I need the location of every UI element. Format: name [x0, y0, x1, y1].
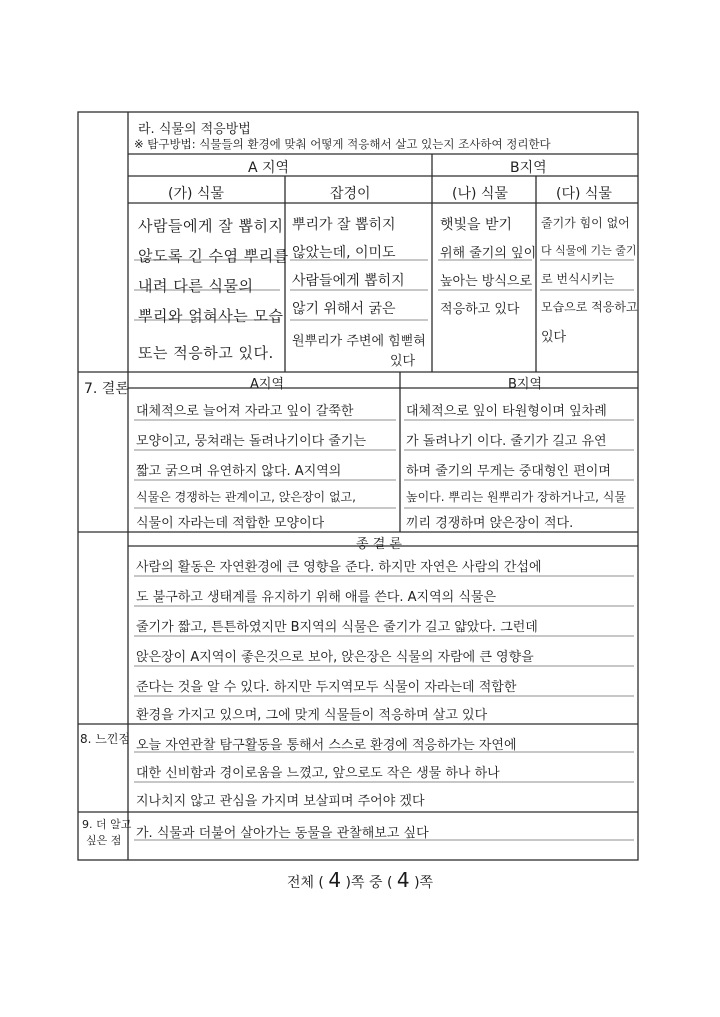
region-b-col1-line: 위해 줄기의 잎이 [440, 246, 537, 261]
region-a-col1-line: 뿌리와 얽혀사는 모습 [138, 307, 284, 325]
row9-label: 싶은 점 [86, 834, 122, 847]
region-a-col1-line: 사람들에게 잘 뽑히지 [138, 217, 284, 235]
summary-line: 사람의 활동은 자연환경에 큰 영향을 준다. 하지만 자연은 사람의 간섭에 [136, 560, 542, 575]
row7-a-head: A지역 [250, 377, 285, 392]
footer-prefix: 전체 ( [286, 875, 324, 891]
region-a-col2-head: 잡경이 [330, 186, 371, 202]
region-a-col2-line: 사람들에게 뽑히지 [292, 273, 405, 289]
region-a-col2-line: 뿌리가 잘 뽑히지 [292, 217, 396, 233]
footer-total: 4 [328, 868, 342, 892]
region-a-col2-line: 않기 위해서 굵은 [292, 301, 396, 317]
row7-b-line: 끼리 경쟁하며 앉은장이 적다. [406, 516, 574, 531]
region-b-col2-line: 줄기가 힘이 없어 [541, 216, 630, 230]
footer-suffix: )쪽 [414, 875, 434, 891]
region-b-col1-line: 적응하고 있다 [440, 302, 520, 317]
method-note: ※ 탐구방법: 식물들의 환경에 맞춰 어떻게 적응해서 살고 있는지 조사하여 정리한다 [134, 137, 551, 151]
row7-b-head: B지역 [508, 377, 543, 392]
row7-a-line: 대체적으로 늘어져 자라고 잎이 갈쭉한 [136, 404, 354, 419]
region-a-col2-line: 있다 [390, 354, 416, 369]
region-b-col2-head: (다) 식물 [556, 186, 612, 202]
summary-head: 종 결 론 [356, 537, 402, 552]
region-b-col1-line: 높아는 방식으로 [440, 274, 533, 289]
row8-line: 오늘 자연관찰 탐구활동을 통해서 스스로 환경에 적응하가는 자연에 [136, 738, 517, 753]
row9-label: 9. 더 알고 [82, 818, 132, 831]
row7-a-line: 식물은 경쟁하는 관계이고, 앉은장이 없고, [136, 490, 356, 504]
footer-current: 4 [396, 868, 410, 892]
row7-label: 7. 결론 [84, 381, 129, 397]
row7-a-line: 짧고 굵으며 유연하지 않다. A지역의 [136, 464, 342, 479]
row9-line: 가. 식물과 더불어 살아가는 동물을 관찰해보고 싶다 [136, 826, 429, 841]
page-footer [0, 868, 720, 892]
region-b-col2-line: 있다 [541, 330, 567, 345]
row7-a-line: 식물이 자라는데 적합한 모양이다 [136, 516, 325, 531]
row7-a-line: 모양이고, 뭉쳐래는 돌려나기이다 줄기는 [136, 434, 367, 449]
region-b-col2-line: 모습으로 적응하고 [541, 300, 638, 314]
summary-line: 준다는 것을 알 수 있다. 하지만 두지역모두 식물이 자라는데 적합한 [136, 680, 517, 695]
summary-line: 환경을 가지고 있으며, 그에 맞게 식물들이 적응하며 살고 있다 [136, 708, 488, 723]
region-a-title: A 지역 [248, 160, 290, 176]
region-a-col1-line: 또는 적응하고 있다. [138, 344, 274, 362]
summary-line: 도 불구하고 생태계를 유지하기 위해 애를 쓴다. A지역의 식물은 [136, 590, 497, 605]
row8-line: 대한 신비함과 경이로움을 느꼈고, 앞으로도 작은 생물 하나 하나 [136, 766, 500, 781]
row7-b-line: 하며 줄기의 무게는 중대형인 편이며 [406, 464, 611, 479]
row7-b-line: 가 돌려나기 이다. 줄기가 길고 유연 [406, 434, 607, 449]
row7-b-line: 높이다. 뿌리는 원뿌리가 장하거나고, 식물 [406, 490, 626, 504]
section-header: 라. 식물의 적응방법 [138, 122, 251, 137]
summary-line: 앉은장이 A지역이 좋은것으로 보아, 앉은장은 식물의 자람에 큰 영향을 [136, 650, 534, 665]
region-b-col2-line: 다 식물에 기는 줄기 [541, 244, 637, 257]
region-a-col2-line: 원뿌리가 주변에 힘뻗혀 [292, 334, 426, 349]
region-b-col1-line: 햇빛을 받기 [440, 217, 513, 233]
region-b-col2-line: 로 번식시키는 [541, 272, 615, 286]
row7-b-line: 대체적으로 잎이 타원형이며 잎차례 [406, 404, 607, 419]
region-b-col1-head: (나) 식물 [452, 186, 508, 202]
region-b-title: B지역 [510, 160, 547, 176]
region-a-col1-line: 않도록 긴 수염 뿌리를 [138, 247, 289, 265]
region-a-col2-line: 않았는데, 이미도 [292, 245, 396, 261]
summary-line: 줄기가 짧고, 튼튼하였지만 B지역의 식물은 줄기가 길고 얇았다. 그런데 [136, 620, 538, 635]
row8-line: 지나치지 않고 관심을 가지며 보살피며 주어야 겠다 [136, 794, 425, 809]
region-a-col1-head: (가) 식물 [168, 186, 224, 202]
region-a-col1-line: 내려 다른 식물의 [138, 277, 254, 295]
footer-middle: )쪽 중 ( [345, 875, 393, 891]
row8-label: 8. 느낀점 [80, 732, 131, 746]
